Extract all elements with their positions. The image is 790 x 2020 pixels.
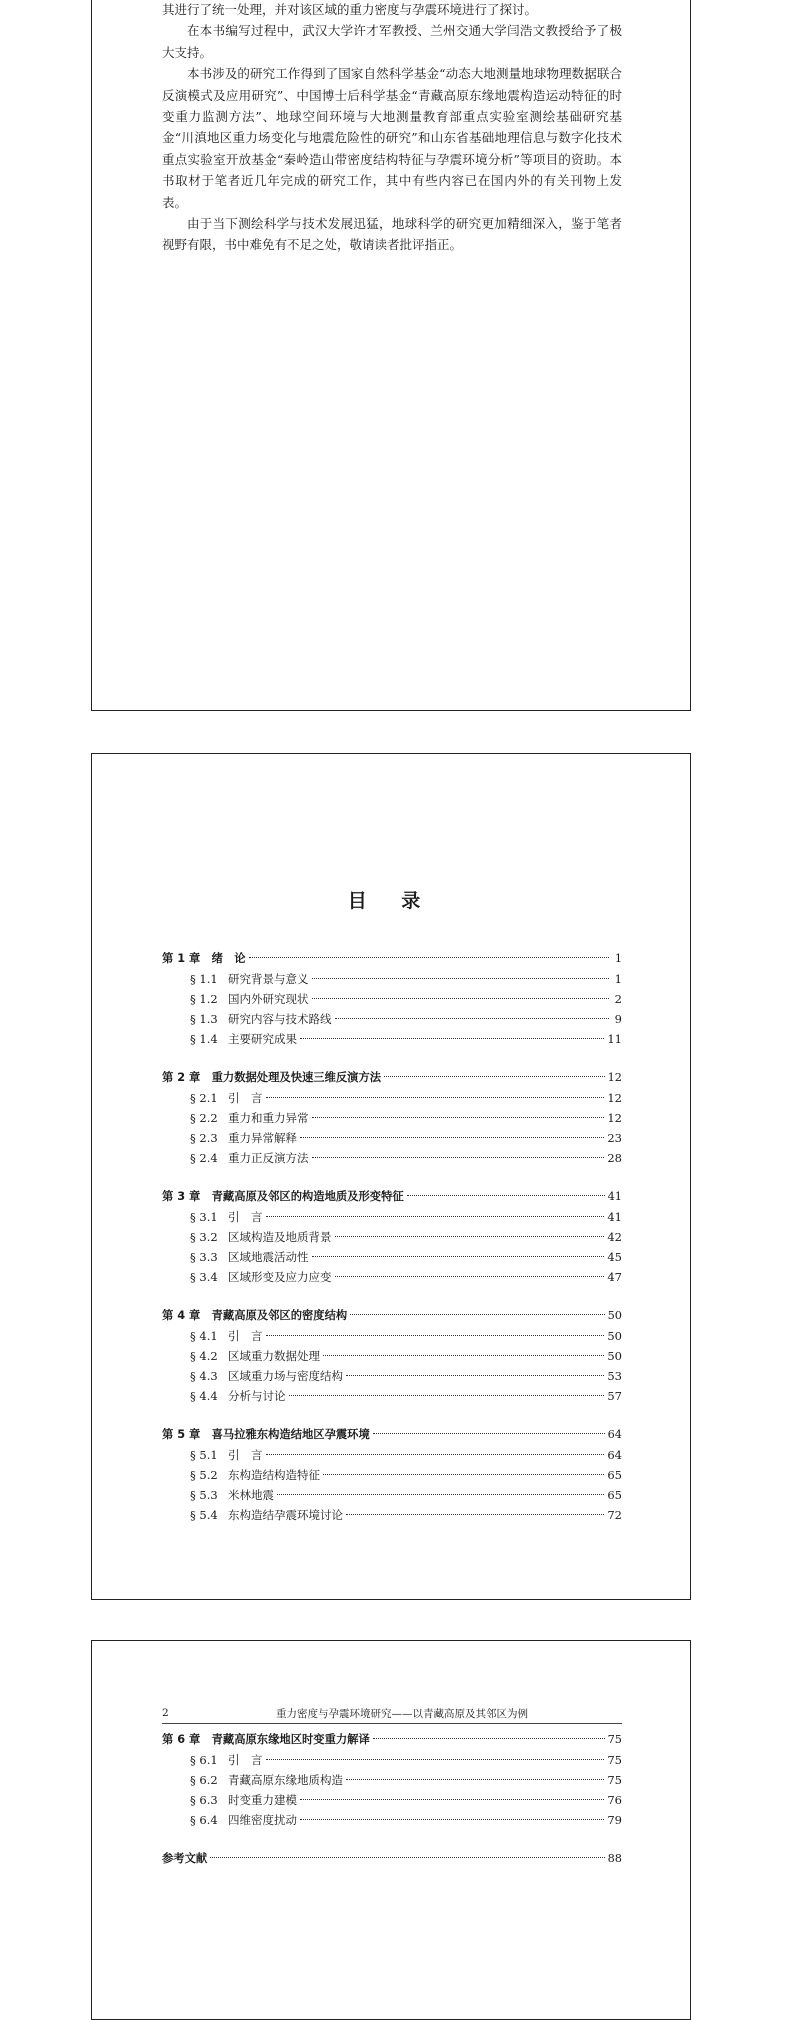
toc-references-entry[interactable] (162, 1849, 622, 1869)
dot-leader (323, 1474, 604, 1475)
dot-leader (300, 1819, 604, 1820)
page-ref: 9 (614, 1012, 622, 1026)
dot-leader (346, 1779, 604, 1780)
section-number: § 1.1 (190, 972, 218, 986)
toc-chapter-entry[interactable] (162, 1187, 622, 1207)
page-ref: 42 (607, 1230, 622, 1244)
page-ref: 2 (614, 992, 622, 1006)
chapter-title: 第 1 章 绪 论 (162, 952, 246, 965)
paragraph: 在本书编写过程中，武汉大学许才军教授、兰州交通大学闫浩文教授给予了极大支持。 (162, 23, 622, 60)
preface-page (91, 0, 691, 711)
page-ref: 11 (607, 1032, 622, 1046)
toc-section-entry[interactable] (162, 1326, 622, 1346)
section-title: 四维密度扰动 (228, 1813, 297, 1827)
section-number: § 4.3 (190, 1369, 218, 1383)
section-number: § 1.3 (190, 1012, 218, 1026)
toc-chapter-entry[interactable] (162, 1068, 622, 1088)
dot-leader (312, 998, 610, 999)
toc-section-entry[interactable] (162, 1366, 622, 1386)
toc-section-entry[interactable] (162, 1207, 622, 1227)
toc-section-entry[interactable] (162, 1088, 622, 1108)
section-title: 东构造结孕震环境讨论 (228, 1508, 343, 1522)
toc-section-entry[interactable] (162, 1227, 622, 1247)
toc-chapter-entry[interactable] (162, 1730, 622, 1750)
chapter-title: 第 2 章 重力数据处理及快速三维反演方法 (162, 1071, 382, 1084)
toc-section-entry[interactable] (162, 1485, 622, 1505)
section-title: 引 言 (228, 1210, 263, 1224)
toc-list (162, 1730, 622, 1869)
page-ref: 72 (607, 1508, 622, 1522)
section-number: § 4.2 (190, 1349, 218, 1363)
section-title: 重力异常解释 (228, 1131, 297, 1145)
dot-leader (312, 1256, 605, 1257)
section-title: 区域形变及应力应变 (228, 1270, 332, 1284)
section-title: 研究背景与意义 (228, 972, 309, 986)
page-ref: 41 (607, 1190, 622, 1203)
section-number: § 5.1 (190, 1448, 218, 1462)
section-number: § 2.4 (190, 1151, 218, 1165)
toc-gap (162, 1287, 622, 1306)
paragraph: 本书涉及的研究工作得到了国家自然科学基金“动态大地测量地球物理数据联合反演模式及应用研究”、中国博士后科学基金“青藏高原东缘地震构造运动特征的时变重力监测方法”、地球空间环境与大地测量教育部重点实验室测绘基础研究基金“川滇地区重力场变化与地震危险性的研究”和山东省基础地理信息与数字化技术重点实验室开放基金“秦岭造山带密度结构特征与孕震环境分析”等项目的资助。本书取材于笔者近几年完成的研究工作，其中有些内容已在国内外的有关刊物上发表。 (162, 66, 622, 210)
toc-section-entry[interactable] (162, 1445, 622, 1465)
toc-section-entry[interactable] (162, 1505, 622, 1525)
paragraph: 由于当下测绘科学与技术发展迅猛，地球科学的研究更加精细深入，鉴于笔者视野有限，书中难免有不足之处，敬请读者批评指正。 (162, 216, 622, 253)
paragraph: 其进行了统一处理，并对该区域的重力密度与孕震环境进行了探讨。 (162, 2, 538, 17)
toc-title: 目 录 (347, 890, 435, 912)
dot-leader (384, 1076, 605, 1077)
section-number: § 4.1 (190, 1329, 218, 1343)
section-title: 区域重力场与密度结构 (228, 1369, 343, 1383)
section-title: 区域构造及地质背景 (228, 1230, 332, 1244)
toc-gap (162, 1830, 622, 1849)
page-ref: 12 (607, 1071, 622, 1084)
dot-leader (335, 1018, 610, 1019)
toc-gap (162, 1049, 622, 1068)
page-ref: 65 (607, 1488, 622, 1502)
dot-leader (266, 1759, 605, 1760)
section-number: § 3.2 (190, 1230, 218, 1244)
section-number: § 2.3 (190, 1131, 218, 1145)
dot-leader (249, 957, 609, 958)
dot-leader (266, 1216, 605, 1217)
section-number: § 4.4 (190, 1389, 218, 1403)
page-ref: 50 (607, 1309, 622, 1322)
dot-leader (350, 1314, 604, 1315)
page-ref: 23 (607, 1131, 622, 1145)
toc-section-entry[interactable] (162, 1108, 622, 1128)
toc-page-continued (91, 1640, 691, 2020)
toc-chapter-entry[interactable] (162, 1425, 622, 1445)
page-ref: 41 (607, 1210, 622, 1224)
section-title: 主要研究成果 (228, 1032, 297, 1046)
toc-section-entry[interactable] (162, 1750, 622, 1770)
dot-leader (335, 1236, 605, 1237)
section-title: 引 言 (228, 1753, 263, 1767)
dot-leader (266, 1097, 605, 1098)
dot-leader (277, 1494, 604, 1495)
running-title: 重力密度与孕震环境研究——以青藏高原及其邻区为例 (276, 1707, 528, 1720)
toc-section-entry[interactable] (162, 1770, 622, 1790)
dot-leader (266, 1454, 605, 1455)
preface-body (162, 0, 622, 256)
toc-section-entry[interactable] (162, 1128, 622, 1148)
dot-leader (407, 1195, 605, 1196)
section-title: 引 言 (228, 1091, 263, 1105)
page-ref: 12 (607, 1091, 622, 1105)
section-number: § 3.4 (190, 1270, 218, 1284)
section-title: 米林地震 (228, 1488, 274, 1502)
section-title: 区域地震活动性 (228, 1250, 309, 1264)
toc-section-entry[interactable] (162, 969, 622, 989)
section-title: 引 言 (228, 1448, 263, 1462)
section-number: § 6.2 (190, 1773, 218, 1787)
dot-leader (266, 1335, 605, 1336)
toc-section-entry[interactable] (162, 1465, 622, 1485)
toc-section-entry[interactable] (162, 1346, 622, 1366)
page-ref: 47 (607, 1270, 622, 1284)
page-ref: 65 (607, 1468, 622, 1482)
toc-section-entry[interactable] (162, 989, 622, 1009)
page-number: 2 (162, 1707, 169, 1719)
section-number: § 6.4 (190, 1813, 218, 1827)
dot-leader (312, 978, 610, 979)
page-ref: 28 (607, 1151, 622, 1165)
dot-leader (373, 1433, 605, 1434)
page-ref: 53 (607, 1369, 622, 1383)
dot-leader (300, 1137, 604, 1138)
page-ref: 75 (607, 1753, 622, 1767)
section-title: 区域重力数据处理 (228, 1349, 320, 1363)
section-number: § 5.2 (190, 1468, 218, 1482)
section-number: § 6.3 (190, 1793, 218, 1807)
toc-section-entry[interactable] (162, 1148, 622, 1168)
page-ref: 79 (607, 1813, 622, 1827)
section-number: § 3.3 (190, 1250, 218, 1264)
page-ref: 50 (607, 1349, 622, 1363)
page-ref: 88 (607, 1852, 622, 1865)
section-number: § 1.2 (190, 992, 218, 1006)
chapter-title: 第 3 章 青藏高原及邻区的构造地质及形变特征 (162, 1190, 404, 1203)
dot-leader (335, 1276, 605, 1277)
page-ref: 76 (607, 1793, 622, 1807)
toc-section-entry[interactable] (162, 1029, 622, 1049)
dot-leader (210, 1857, 604, 1858)
section-title: 国内外研究现状 (228, 992, 309, 1006)
page-ref: 57 (607, 1389, 622, 1403)
dot-leader (346, 1514, 604, 1515)
section-title: 时变重力建模 (228, 1793, 297, 1807)
dot-leader (323, 1355, 604, 1356)
section-title: 分析与讨论 (228, 1389, 286, 1403)
page-ref: 64 (607, 1428, 622, 1441)
section-title: 引 言 (228, 1329, 263, 1343)
toc-section-entry[interactable] (162, 1009, 622, 1029)
toc-chapter-entry[interactable] (162, 1306, 622, 1326)
references-title: 参考文献 (162, 1852, 208, 1865)
section-title: 东构造结构造特征 (228, 1468, 320, 1482)
toc-section-entry[interactable] (162, 1790, 622, 1810)
chapter-title: 第 4 章 青藏高原及邻区的密度结构 (162, 1309, 348, 1322)
section-number: § 1.4 (190, 1032, 218, 1046)
section-number: § 2.1 (190, 1091, 218, 1105)
page-ref: 50 (607, 1329, 622, 1343)
page-ref: 64 (607, 1448, 622, 1462)
dot-leader (289, 1395, 605, 1396)
toc-page (91, 753, 691, 1600)
section-number: § 5.4 (190, 1508, 218, 1522)
dot-leader (312, 1117, 605, 1118)
dot-leader (346, 1375, 604, 1376)
section-title: 重力和重力异常 (228, 1111, 309, 1125)
section-number: § 3.1 (190, 1210, 218, 1224)
toc-section-entry[interactable] (162, 1386, 622, 1406)
page-ref: 1 (614, 952, 622, 965)
toc-gap (162, 1406, 622, 1425)
page-ref: 12 (607, 1111, 622, 1125)
running-header (162, 1703, 622, 1724)
chapter-title: 第 6 章 青藏高原东缘地区时变重力解译 (162, 1733, 370, 1746)
page-ref: 1 (614, 972, 622, 986)
toc-section-entry[interactable] (162, 1247, 622, 1267)
dot-leader (300, 1799, 604, 1800)
page-ref: 75 (607, 1733, 622, 1746)
section-number: § 2.2 (190, 1111, 218, 1125)
page-ref: 75 (607, 1773, 622, 1787)
dot-leader (373, 1738, 605, 1739)
section-title: 重力正反演方法 (228, 1151, 309, 1165)
section-number: § 5.3 (190, 1488, 218, 1502)
dot-leader (300, 1038, 604, 1039)
toc-section-entry[interactable] (162, 1810, 622, 1830)
toc-list (162, 949, 622, 1525)
section-number: § 6.1 (190, 1753, 218, 1767)
section-title: 研究内容与技术路线 (228, 1012, 332, 1026)
section-title: 青藏高原东缘地质构造 (228, 1773, 343, 1787)
dot-leader (312, 1157, 605, 1158)
toc-chapter-entry[interactable] (162, 949, 622, 969)
chapter-title: 第 5 章 喜马拉雅东构造结地区孕震环境 (162, 1428, 370, 1441)
page-ref: 45 (607, 1250, 622, 1264)
toc-gap (162, 1168, 622, 1187)
toc-section-entry[interactable] (162, 1267, 622, 1287)
